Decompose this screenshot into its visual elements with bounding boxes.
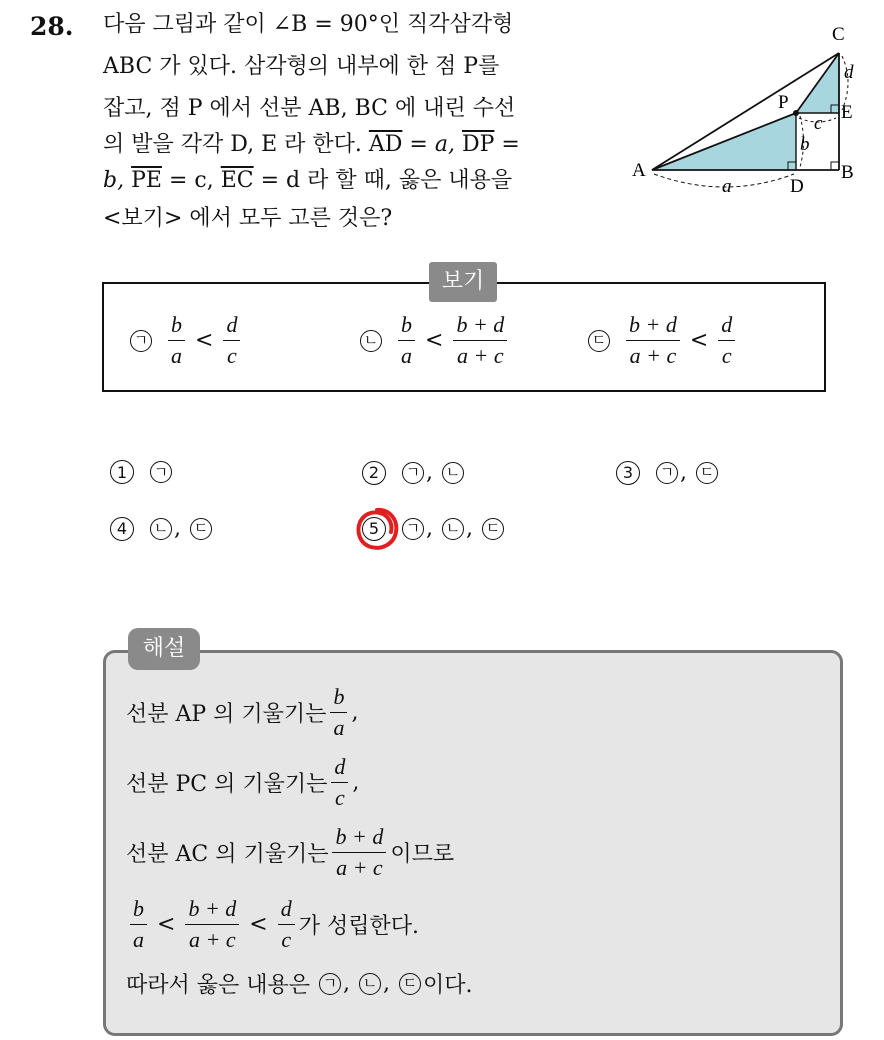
label-length-d: d — [844, 62, 854, 83]
question-number: 28. — [30, 12, 74, 41]
label-e-point: E — [841, 102, 853, 123]
solution-line-5: 따라서 옳은 내용은 ㄱ , ㄴ , ㄷ 이다. — [126, 971, 473, 998]
label-length-b: b — [800, 134, 810, 155]
bogi-item-1: ㄱ $\frac{b}{a}$ < $\frac{d}{c}$ — [130, 312, 244, 369]
question-line-5: b, $\overline{PE} = c$, $\overline{EC} = d$ 라 할 때, 옳은 내용을 — [103, 168, 513, 193]
label-b-vertex: B — [841, 162, 854, 183]
label-a-vertex: A — [632, 160, 646, 181]
choice-5[interactable]: 5 ㄱ , ㄴ , ㄷ — [362, 516, 506, 541]
triangle-diagram — [630, 22, 870, 202]
bogi-item-3: ㄷ $\frac{b + d}{a + c}$ < $\frac{d}{c}$ — [588, 312, 739, 369]
label-c-vertex: C — [832, 24, 845, 45]
right-angle-b — [831, 162, 839, 170]
question-line-3: 잡고, 점 P 에서 선분 AB, BC 에 내린 수선 — [103, 96, 516, 121]
label-length-a: a — [722, 176, 732, 197]
question-line-4: 의 발을 각각 D, E 라 한다. $\overline{AD} = a$, $\overline{DP}$ = — [103, 132, 520, 157]
bogi-title: 보기 — [429, 262, 497, 302]
point-p — [793, 110, 799, 116]
bogi-item-2: ㄴ $\frac{b}{a}$ < $\frac{b + d}{a + c}$ — [360, 312, 511, 369]
choice-2[interactable]: 2 ㄱ , ㄴ — [362, 460, 466, 485]
question-line-2: ABC 가 있다. 삼각형의 내부에 한 점 P를 — [103, 54, 500, 79]
question-line-6: <보기> 에서 모두 고른 것은? — [103, 206, 393, 231]
label-p-point: P — [778, 92, 789, 113]
label-d-point: D — [790, 176, 804, 197]
solution-line-3: 선분 AC 의 기울기는 $\frac{b + d}{a + c}$ 이므로 — [126, 824, 455, 880]
solution-line-4: $\frac{b}{a}$ < $\frac{b + d}{a + c}$ < $\frac{d}{c}$ 가 성립한다. — [126, 896, 419, 953]
solution-line-2: 선분 PC 의 기울기는 $\frac{d}{c}$ , — [126, 754, 360, 810]
question-line-1: 다음 그림과 같이 ∠B = 90°인 직각삼각형 — [103, 12, 514, 37]
answer-circle-mark — [352, 504, 402, 554]
choice-3[interactable]: 3 ㄱ , ㄷ — [616, 460, 720, 485]
choice-1[interactable]: 1 ㄱ — [110, 460, 174, 484]
solution-line-1: 선분 AP 의 기울기는 $\frac{b}{a}$ , — [126, 684, 359, 740]
choice-4[interactable]: 4 ㄴ , ㄷ — [110, 516, 214, 541]
solution-title: 해설 — [128, 628, 200, 670]
label-length-c: c — [814, 113, 823, 134]
